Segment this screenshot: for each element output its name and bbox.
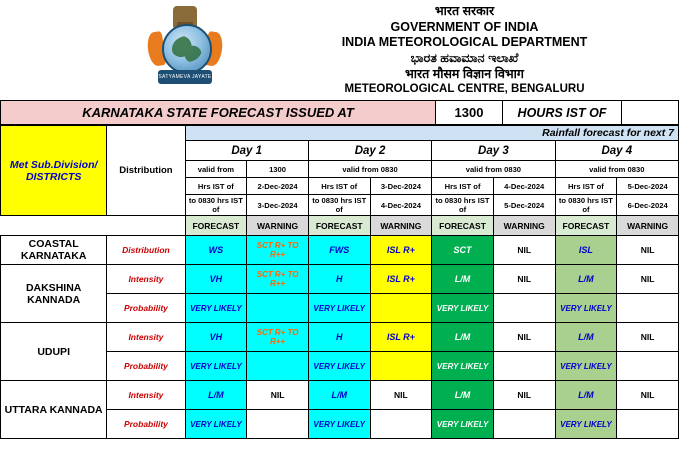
day3-valid-from-label: valid from 0830 [432, 161, 555, 178]
forecast-cell: L/M [432, 381, 494, 410]
forecast-cell: ISL [555, 236, 617, 265]
forecast-title: KARNATAKA STATE FORECAST ISSUED AT [1, 101, 436, 124]
day2-hrs-label: Hrs IST of [308, 178, 370, 195]
header-hindi-dept: भारत मौसम विज्ञान विभाग [405, 66, 524, 81]
forecast-cell: VERY LIKELY [185, 352, 247, 381]
day4-warning-header: WARNING [617, 216, 679, 236]
header-hindi-govt: भारत सरकार [434, 4, 495, 18]
warning-cell: NIL [493, 236, 555, 265]
warning-cell [247, 410, 309, 439]
row-kind-label: Probability [107, 294, 185, 323]
day2-warning-header: WARNING [370, 216, 432, 236]
warning-cell [370, 294, 432, 323]
day1-hrs-label: Hrs IST of [185, 178, 247, 195]
row-kind-label: Distribution [107, 236, 185, 265]
forecast-cell: VH [185, 265, 247, 294]
day1-from-date: 2-Dec-2024 [247, 178, 309, 195]
day3-warning-header: WARNING [493, 216, 555, 236]
day1-to-label: to 0830 hrs IST of [185, 195, 247, 216]
warning-cell [247, 352, 309, 381]
table-row [1, 265, 679, 294]
warning-cell [370, 410, 432, 439]
rain-note-row [1, 126, 679, 141]
table-row [1, 381, 679, 410]
forecast-cell: VERY LIKELY [432, 352, 494, 381]
day4-valid-from-label: valid from 0830 [555, 161, 678, 178]
day1-valid-from-time: 1300 [247, 161, 309, 178]
forecast-cell: L/M [308, 381, 370, 410]
title-band-trailing [622, 101, 678, 124]
imd-emblem [120, 4, 250, 90]
met-subdivision-header: Met Sub.Division/ DISTRICTS [1, 126, 107, 216]
forecast-cell: VERY LIKELY [185, 294, 247, 323]
day1-to-date: 3-Dec-2024 [247, 195, 309, 216]
header-kannada-dept: ಭಾರತ ಹವಾಮಾನ ಇಲಾಖೆ [410, 50, 519, 65]
row-kind-label: Probability [107, 352, 185, 381]
emblem-ribbon: SATYAMEVA JAYATE [158, 70, 212, 84]
warning-cell: SCT R+ TO R++ [247, 236, 309, 265]
forecast-warning-header-row [1, 216, 679, 236]
forecast-cell: VERY LIKELY [308, 352, 370, 381]
distribution-header: Distribution [107, 126, 185, 216]
forecast-cell: L/M [555, 381, 617, 410]
warning-cell: ISL R+ [370, 236, 432, 265]
forecast-table [0, 125, 679, 439]
forecast-cell: H [308, 265, 370, 294]
warning-cell: NIL [617, 381, 679, 410]
day4-from-date: 5-Dec-2024 [617, 178, 679, 195]
warning-cell [370, 352, 432, 381]
region-name: UTTARA KANNADA [1, 381, 107, 439]
forecast-cell: WS [185, 236, 247, 265]
day3-from-date: 4-Dec-2024 [493, 178, 555, 195]
header-govt-of-india: GOVERNMENT OF INDIA [390, 19, 539, 34]
day3-title: Day 3 [432, 141, 555, 161]
warning-cell: NIL [247, 381, 309, 410]
warning-cell: ISL R+ [370, 323, 432, 352]
warning-cell [493, 410, 555, 439]
warning-cell: NIL [493, 381, 555, 410]
forecast-cell: VERY LIKELY [308, 294, 370, 323]
forecast-cell: L/M [185, 381, 247, 410]
day1-forecast-header: FORECAST [185, 216, 247, 236]
day1-valid-from-label: valid from [185, 161, 247, 178]
day1-warning-header: WARNING [247, 216, 309, 236]
forecast-cell: VERY LIKELY [308, 410, 370, 439]
day3-hrs-label: Hrs IST of [432, 178, 494, 195]
warning-cell: SCT R+ TO R++ [247, 265, 309, 294]
emblem-icon [156, 6, 214, 90]
warning-cell: NIL [370, 381, 432, 410]
spacer-cell-1 [1, 216, 107, 236]
issue-time: 1300 [436, 101, 503, 124]
header-centre: METEOROLOGICAL CENTRE, BENGALURU [344, 83, 585, 96]
forecast-cell: L/M [555, 265, 617, 294]
warning-cell: NIL [493, 323, 555, 352]
globe-icon [162, 24, 212, 74]
warning-cell [493, 352, 555, 381]
table-row [1, 323, 679, 352]
forecast-cell: VERY LIKELY [555, 294, 617, 323]
warning-cell: NIL [617, 236, 679, 265]
day2-forecast-header: FORECAST [308, 216, 370, 236]
warning-cell [617, 410, 679, 439]
header-imd: INDIA METEOROLOGICAL DEPARTMENT [341, 35, 588, 50]
warning-cell [247, 294, 309, 323]
region-name: COASTAL KARNATAKA [1, 236, 107, 265]
title-band [0, 100, 679, 125]
forecast-cell: FWS [308, 236, 370, 265]
rainfall-forecast-note: Rainfall forecast for next 7 [185, 126, 678, 141]
day4-forecast-header: FORECAST [555, 216, 617, 236]
warning-cell: NIL [617, 265, 679, 294]
warning-cell: NIL [493, 265, 555, 294]
warning-cell: ISL R+ [370, 265, 432, 294]
region-name: UDUPI [1, 323, 107, 381]
day3-to-date: 5-Dec-2024 [493, 195, 555, 216]
forecast-cell: VERY LIKELY [555, 352, 617, 381]
forecast-cell: VERY LIKELY [432, 410, 494, 439]
row-kind-label: Intensity [107, 323, 185, 352]
day2-to-date: 4-Dec-2024 [370, 195, 432, 216]
forecast-cell: VERY LIKELY [185, 410, 247, 439]
spacer-cell-2 [107, 216, 185, 236]
forecast-cell: VERY LIKELY [432, 294, 494, 323]
table-row [1, 236, 679, 265]
day2-title: Day 2 [308, 141, 431, 161]
warning-cell [493, 294, 555, 323]
day2-valid-from-label: valid from 0830 [308, 161, 431, 178]
row-kind-label: Intensity [107, 381, 185, 410]
day2-from-date: 3-Dec-2024 [370, 178, 432, 195]
forecast-cell: VERY LIKELY [555, 410, 617, 439]
day4-to-label: to 0830 hrs IST of [555, 195, 617, 216]
region-name: DAKSHINA KANNADA [1, 265, 107, 323]
day1-title: Day 1 [185, 141, 308, 161]
forecast-cell: L/M [432, 323, 494, 352]
day4-title: Day 4 [555, 141, 678, 161]
hours-label: HOURS IST OF [503, 101, 622, 124]
warning-cell: SCT R+ TO R++ [247, 323, 309, 352]
forecast-cell: H [308, 323, 370, 352]
warning-cell: NIL [617, 323, 679, 352]
forecast-cell: L/M [555, 323, 617, 352]
header-text-block [250, 4, 679, 97]
day3-forecast-header: FORECAST [432, 216, 494, 236]
forecast-cell: VH [185, 323, 247, 352]
forecast-cell: L/M [432, 265, 494, 294]
forecast-cell: SCT [432, 236, 494, 265]
row-kind-label: Probability [107, 410, 185, 439]
day3-to-label: to 0830 hrs IST of [432, 195, 494, 216]
row-kind-label: Intensity [107, 265, 185, 294]
warning-cell [617, 352, 679, 381]
document-header [0, 0, 679, 100]
warning-cell [617, 294, 679, 323]
day4-to-date: 6-Dec-2024 [617, 195, 679, 216]
day2-to-label: to 0830 hrs IST of [308, 195, 370, 216]
day4-hrs-label: Hrs IST of [555, 178, 617, 195]
